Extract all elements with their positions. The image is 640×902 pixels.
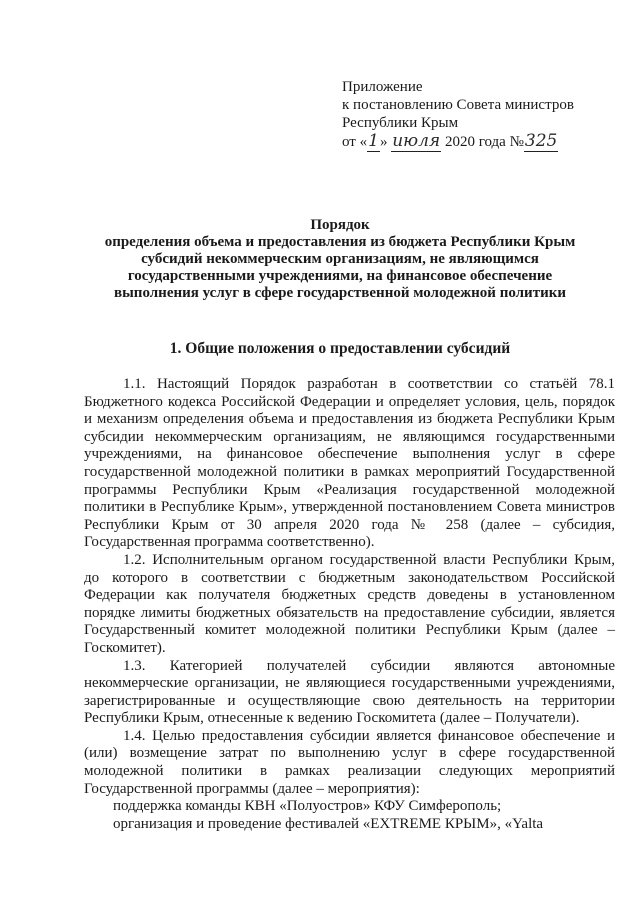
document-number: 325	[524, 131, 558, 151]
annex-line-2: к постановлению Совета министров	[342, 97, 574, 113]
title-line-5: выполнения услуг в сфере государственной молодежной политики	[114, 285, 566, 301]
section-heading: 1. Общие положения о предоставлении субсидий	[169, 340, 511, 357]
date-mid: »	[379, 134, 388, 150]
annex-date-line	[342, 132, 574, 151]
annex-line-3: Республики Крым	[342, 115, 459, 131]
paragraph-1-4: 1.4. Целью предоставления субсидии является финансовое обеспечение и (или) возмещение затрат по выполнению услуг в сфере государственной молодежной политики в рамках реализации следующих мероприятий Государственной программы (далее – мероприятия):	[84, 727, 615, 797]
date-day: 1	[368, 131, 379, 151]
document-title	[60, 217, 620, 302]
list-item: поддержка команды КВН «Полуостров» КФУ Симферополь;	[113, 798, 502, 815]
paragraph-1-3: 1.3. Категорией получателей субсидии являются автономные некоммерческие организации, не являющиеся государственными учреждениями, зарегистрированные и осуществляющие свою деятельность на территории Республики Крым, отнесенные к ведению Госкомитета (далее – Получатели).	[84, 657, 615, 727]
title-line-3: субсидий некоммерческим организациям, не являющимся	[141, 251, 539, 267]
date-prefix: от «	[342, 134, 368, 150]
list-item: организация и проведение фестивалей «EXTREME КРЫМ», «Yalta	[113, 815, 544, 832]
document-body	[84, 376, 615, 833]
title-line-4: государственными учреждениями, на финансовое обеспечение	[127, 268, 553, 284]
paragraph-1-1: 1.1. Настоящий Порядок разработан в соответствии со статьёй 78.1 Бюджетного кодекса Российской Федерации и определяет условия, цель, порядок и механизм определения объема и предоставления из бюджета Республики Крым субсидии некоммерческим организациям, не являющимся государственными учреждениями, на финансовое обеспечение выполнения услуг в сфере государственной молодежной политики в рамках мероприятий Государственной программы Республики Крым «Реализация государственной молодежной политики в Республике Крым», утвержденной постановлением Совета министров Республики Крым от 30 апреля 2020 года № 258 (далее – субсидия, Государственная программа соответственно).	[84, 376, 615, 551]
annex-block	[342, 78, 574, 151]
annex-line-1: Приложение	[342, 79, 423, 95]
paragraph-1-2: 1.2. Исполнительным органом государственной власти Республики Крым, до которого в соответствии с бюджетным законодательством Российской Федерации как получателя бюджетных средств доведены в установленном порядке лимиты бюджетных обязательств на предоставление субсидии, является Государственный комитет молодежной политики Республики Крым (далее – Госкомитет).	[84, 551, 615, 656]
date-month: июля	[392, 131, 441, 151]
title-line-1: Порядок	[310, 217, 370, 233]
title-line-2: определения объема и предоставления из бюджета Республики Крым	[104, 234, 576, 250]
date-year: 2020 года №	[444, 134, 524, 150]
